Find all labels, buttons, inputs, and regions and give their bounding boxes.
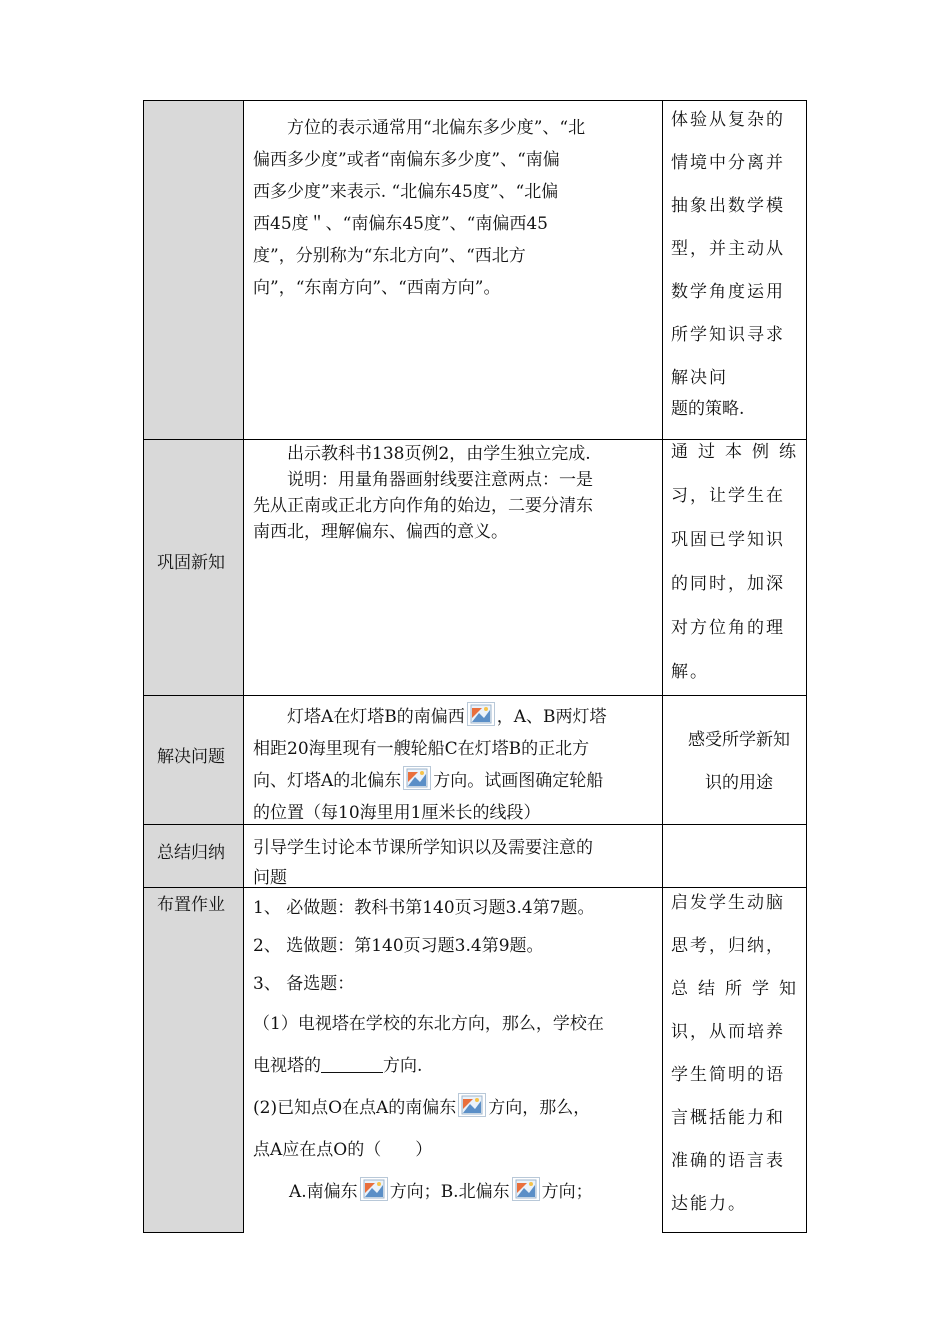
missing-image-icon	[512, 1177, 540, 1201]
row4-content	[253, 833, 658, 893]
text-span: 方向；	[541, 1182, 593, 1202]
row-label-summary: 总结归纳	[157, 843, 225, 863]
question-2-cont: 点A应在点O的（ ）	[253, 1140, 433, 1160]
answer-blank	[321, 1058, 383, 1073]
row1-content	[253, 112, 658, 304]
text-line: 准确的语言表	[671, 1151, 785, 1171]
content-column-divider	[662, 100, 663, 1233]
text-line: 度”，分别称为“东北方向”、“西北方	[253, 246, 526, 266]
text-line: 西多少度”来表示. “北偏东45度”、“北偏	[253, 182, 559, 202]
text-line: 所学知识寻求	[671, 325, 785, 345]
row-divider	[143, 695, 807, 696]
text-line: 引导学生讨论本节课所学知识以及需要注意的	[253, 838, 593, 858]
text-line	[253, 701, 658, 733]
question-2	[253, 1087, 658, 1129]
missing-image-icon	[360, 1177, 388, 1201]
text-span: 方向。试画图确定轮船	[433, 771, 604, 791]
text-span: 方向，那么，	[488, 1098, 591, 1118]
text-span: 电视塔的	[253, 1056, 321, 1076]
text-line	[253, 765, 658, 797]
text-line: 言概括能力和	[671, 1108, 785, 1128]
text-line: 体验从复杂的	[671, 110, 785, 130]
question-2-options	[253, 1171, 658, 1213]
option-b	[441, 1182, 593, 1202]
text-line: 总结所学知	[671, 979, 806, 999]
row1-purpose	[671, 99, 803, 424]
text-line: 习，让学生在	[671, 486, 785, 506]
text-line: 型，并主动从	[671, 239, 785, 259]
missing-image-icon	[403, 766, 431, 790]
text-line: 说明：用量角器画射线要注意两点：一是	[287, 470, 593, 490]
text-line: 抽象出数学模	[671, 196, 785, 216]
text-line: 解。	[671, 662, 709, 682]
row3-content	[253, 701, 658, 829]
text-span: 方向；	[389, 1182, 441, 1202]
label-column-shading	[144, 101, 244, 1233]
text-span: 向、灯塔A的北偏东	[253, 771, 402, 791]
text-line: 识的用途	[705, 773, 773, 793]
row-label-consolidate: 巩固新知	[157, 553, 225, 573]
row5-content	[253, 889, 658, 1213]
text-line: 先从正南或正北方向作角的始边，二要分清东	[253, 496, 593, 516]
text-line: 方位的表示通常用“北偏东多少度”、“北	[287, 118, 586, 138]
row-label-homework: 布置作业	[157, 895, 225, 915]
text-line: 学生简明的语	[671, 1065, 785, 1085]
text-line: 对方位角的理	[671, 618, 785, 638]
text-span: B.北偏东	[440, 1182, 510, 1202]
text-span: (2)已知点O在点A的南偏东	[253, 1098, 457, 1118]
row-label-solve-problem: 解决问题	[157, 747, 225, 767]
table-border-bottom	[143, 1232, 244, 1233]
text-line: 题的策略.	[671, 399, 745, 419]
text-line: 达能力。	[671, 1194, 747, 1214]
text-line: 出示教科书138页例2，由学生独立完成.	[287, 444, 591, 464]
text-line: 思考，归纳，	[671, 936, 785, 956]
text-line: 识，从而培养	[671, 1022, 785, 1042]
question-1-cont	[253, 1045, 658, 1087]
label-column-divider	[243, 100, 244, 1233]
question-1: （1）电视塔在学校的东北方向，那么，学校在	[253, 1014, 604, 1034]
text-span: ，A、B两灯塔	[496, 707, 607, 727]
text-line: 巩固已学知识	[671, 530, 785, 550]
option-a	[289, 1182, 441, 1202]
homework-required: 1、 必做题：教科书第140页习题3.4第7题。	[253, 898, 595, 918]
missing-image-icon	[458, 1093, 486, 1117]
text-line: 解决问	[671, 368, 728, 388]
text-line: 通过本例练	[671, 442, 806, 462]
row5-purpose	[671, 882, 806, 1226]
text-line: 相距20海里现有一艘轮船C在灯塔B的正北方	[253, 739, 590, 759]
text-line: 数学角度运用	[671, 282, 785, 302]
text-line: 的位置（每10海里用1厘米长的线段）	[253, 803, 541, 823]
text-line: 感受所学新知	[688, 730, 790, 750]
text-line: 向”，“东南方向”、“西南方向”。	[253, 278, 501, 298]
text-line: 偏西多少度”或者“南偏东多少度”、“南偏	[253, 150, 560, 170]
homework-backup-heading: 3、 备选题：	[253, 974, 355, 994]
row2-purpose	[671, 430, 806, 694]
text-span: A.南偏东	[289, 1182, 358, 1202]
text-line: 情境中分离并	[671, 153, 785, 173]
table-border-left	[143, 100, 144, 1233]
text-line: 西45度＂、“南偏东45度”、“南偏西45	[253, 214, 548, 234]
missing-image-icon	[467, 702, 495, 726]
row2-content	[253, 441, 658, 545]
homework-optional: 2、 选做题：第140页习题3.4第9题。	[253, 936, 544, 956]
text-line: 问题	[253, 868, 287, 888]
table-border-right	[806, 100, 807, 1233]
row3-purpose	[675, 719, 803, 805]
text-line: 的同时，加深	[671, 574, 785, 594]
text-line: 启发学生动脑	[671, 893, 785, 913]
text-line: 南西北，理解偏东、偏西的意义。	[253, 522, 508, 542]
text-span: 灯塔A在灯塔B的南偏西	[287, 707, 465, 727]
table-border-bottom	[662, 1232, 807, 1233]
text-span: 方向.	[383, 1056, 423, 1076]
